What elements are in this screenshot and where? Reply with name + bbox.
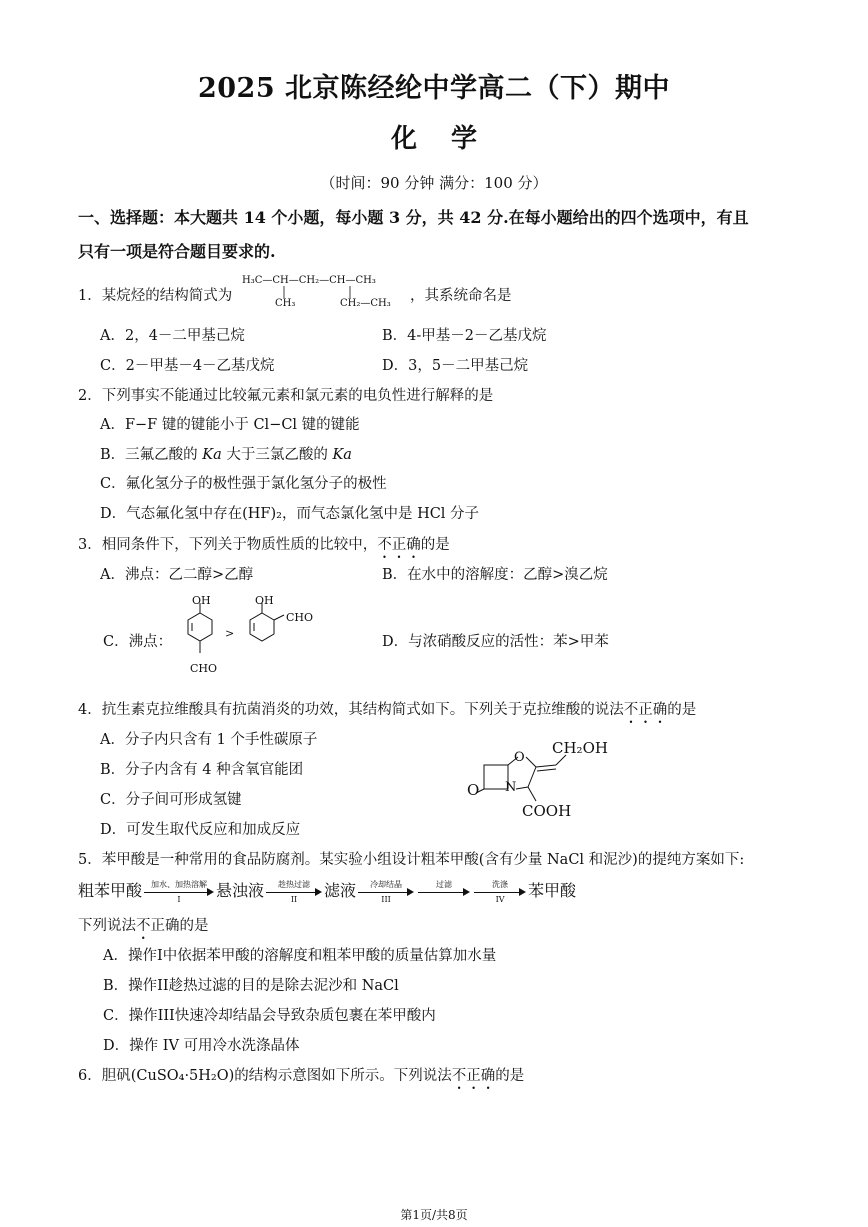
q4-option-c: C．分子间可形成氢键 (100, 792, 242, 808)
q6-stem (78, 1064, 524, 1085)
q5-flowchart (78, 878, 577, 904)
q5-arrow-1 (144, 879, 214, 904)
subject-title: 化学 (390, 124, 511, 154)
q2-option-a: A．F−F 键的键能小于 Cl−Cl 键的键能 (100, 417, 360, 433)
q6-stem-a: 6．胆矾(CuSO₄·5H₂O)的结构示意图如下所示。下列说法 (78, 1068, 452, 1084)
q3-para-cho-label: CHO (190, 662, 218, 675)
q1-structure-ethyl: CH₂—CH₃ (340, 298, 391, 309)
q5-arrow-1-below: I (177, 894, 181, 904)
q2-option-b-text2: 大于三氯乙酸的 (221, 447, 333, 463)
q5-flow-step-1: 粗苯甲酸 (78, 881, 143, 900)
q6-stem-c: 的是 (495, 1068, 525, 1084)
page-number: 第1页/共8页 (400, 1208, 468, 1222)
q5-arrow-4-above: 过滤 (436, 879, 453, 889)
q1-structure-methyl: CH₃ (275, 298, 296, 309)
q5-arrow-5 (474, 879, 526, 904)
q5-lead-b-rest: 正确 (150, 918, 180, 934)
q1-option-c: C．2－甲基－4－乙基戊烷 (100, 358, 275, 374)
q3-para-oh-label: OH (192, 594, 211, 607)
q1-option-d: D．3，5－二甲基己烷 (382, 358, 529, 374)
q3-ortho-oh-label: OH (255, 594, 274, 607)
q3-stem-emph (377, 537, 421, 553)
q5-arrow-3 (358, 879, 414, 904)
q4-stem-c: 的是 (667, 702, 697, 718)
q5-lead-a: 下列说法 (78, 918, 136, 934)
q5-arrow-5-shaft (474, 892, 520, 893)
q5-flow-step-2: 悬浊液 (216, 881, 265, 900)
q1-option-a: A．2，4－二甲基己烷 (100, 328, 245, 344)
q1-stem (78, 284, 232, 305)
q3-option-a: A．沸点：乙二醇>乙醇 (100, 567, 254, 583)
q2-stem: 2．下列事实不能通过比较氟元素和氯元素的电负性进行解释的是 (78, 388, 494, 404)
q1-stem-tail: ，其系统命名是 (410, 288, 512, 304)
q3-stem-a: 3．相同条件下，下列关于物质性质的比较中， (78, 537, 378, 553)
q5-arrow-3-above: 冷却结晶 (370, 879, 403, 889)
q2-option-b (100, 443, 352, 464)
q1-stem-text: 1．某烷烃的结构简式为 (78, 288, 233, 304)
q4-label-ch2oh: CH₂OH (552, 739, 608, 757)
q4-emph-char-3: 确 (652, 702, 668, 718)
q3-emph-char-1: 不 (377, 537, 392, 553)
q5-arrow-3-shaft (358, 892, 408, 893)
q5-arrow-1-shaft (144, 892, 208, 893)
q5-flow-step-3: 滤液 (324, 881, 357, 900)
q5-option-c: C．操作III快速冷却结晶会导致杂质包裹在苯甲酸内 (103, 1008, 436, 1024)
q5-flow-step-4: 苯甲酸 (528, 881, 577, 900)
q3-greater-than: > (225, 627, 235, 640)
exam-timing: （时间：90 分钟 满分：100 分） (320, 174, 548, 192)
q3-option-c: C．沸点： (103, 634, 173, 650)
q5-stem: 5．苯甲酸是一种常用的食品防腐剂。某实验小组设计粗苯甲酸(含有少量 NaCl 和泥沙)的提纯方案如下: (78, 852, 745, 868)
q2-option-d: D．气态氟化氢中存在(HF)₂，而气态氯化氢中是 HCl 分子 (100, 506, 480, 522)
q4-option-b: B．分子内含有 4 种含氧官能团 (100, 762, 304, 778)
q4-label-n: N (505, 780, 517, 795)
q5-arrow-4-shaft (418, 892, 464, 893)
q5-arrow-2-above: 趁热过滤 (278, 879, 311, 889)
q2-option-b-ka1: Ka (202, 447, 222, 463)
q3-option-b: B．在水中的溶解度：乙醇>溴乙烷 (382, 567, 608, 583)
q2-option-b-text1: B．三氟乙酸的 (100, 447, 203, 463)
q5-lead-c: 的是 (179, 918, 209, 934)
q5-option-b: B．操作II趁热过滤的目的是除去泥沙和 NaCl (103, 978, 399, 994)
q4-option-d: D．可发生取代反应和加成反应 (100, 822, 301, 838)
q3-emph-char-2: 正 (391, 537, 407, 553)
q4-label-cooh: COOH (522, 802, 572, 820)
q6-emph-char-1: 不 (451, 1068, 467, 1084)
q5-arrow-5-below: IV (495, 894, 505, 904)
page-title: 2025 北京陈经纶中学高二（下）期中 (197, 73, 671, 104)
q4-option-a: A．分子内只含有 1 个手性碳原子 (100, 732, 318, 748)
q3-ortho-cho-label: CHO (286, 611, 314, 624)
q3-emph-char-3: 确 (406, 537, 421, 553)
q6-emph-char-3: 确 (480, 1068, 496, 1084)
q5-arrow-4 (418, 879, 470, 901)
q2-option-b-ka2: Ka (332, 447, 352, 463)
q5-arrow-2-shaft (266, 892, 316, 893)
q1-option-b: B．4-甲基－2－乙基戊烷 (382, 328, 547, 344)
q4-stem-a: 4．抗生素克拉维酸具有抗菌消炎的功效，其结构简式如下。下列关于克拉维酸的说法 (78, 702, 624, 718)
q5-option-d: D．操作 IV 可用冷水洗涤晶体 (103, 1038, 300, 1054)
q5-arrow-2 (266, 879, 322, 904)
q5-arrow-1-above: 加水、加热溶解 (151, 879, 208, 889)
section-heading-line1: 一、选择题：本大题共 14 个小题，每小题 3 分，共 42 分.在每小题给出的四个选项中，有且 (78, 208, 749, 227)
q5-arrow-2-below: II (290, 894, 298, 904)
q5-lead (78, 914, 209, 935)
section-heading-line2: 只有一项是符合题目要求的. (78, 242, 276, 261)
q5-arrow-5-above: 洗涤 (492, 879, 509, 889)
q1-structure-main: H₃C—CH—CH₂—CH—CH₃ (242, 275, 376, 286)
q3-stem-c: 的是 (420, 537, 450, 553)
q5-arrow-4-head (463, 888, 470, 896)
q6-emph-char-2: 正 (466, 1068, 481, 1084)
q4-emph-char-1: 不 (623, 702, 639, 718)
q2-option-c: C．氟化氢分子的极性强于氯化氢分子的极性 (100, 476, 387, 492)
q3-option-d: D．与浓硝酸反应的活性：苯>甲苯 (382, 634, 609, 650)
q3-stem (78, 533, 450, 554)
q4-emph-char-2: 正 (638, 702, 653, 718)
q4-label-keto-o: O (467, 781, 480, 799)
q5-arrow-3-below: III (381, 894, 391, 904)
q4-stem (78, 698, 696, 719)
q5-option-a: A．操作I中依据苯甲酸的溶解度和粗苯甲酸的质量估算加水量 (103, 948, 497, 964)
q4-label-ring-o: O (514, 750, 525, 765)
q5-emph-char-1: 不 (136, 918, 151, 934)
